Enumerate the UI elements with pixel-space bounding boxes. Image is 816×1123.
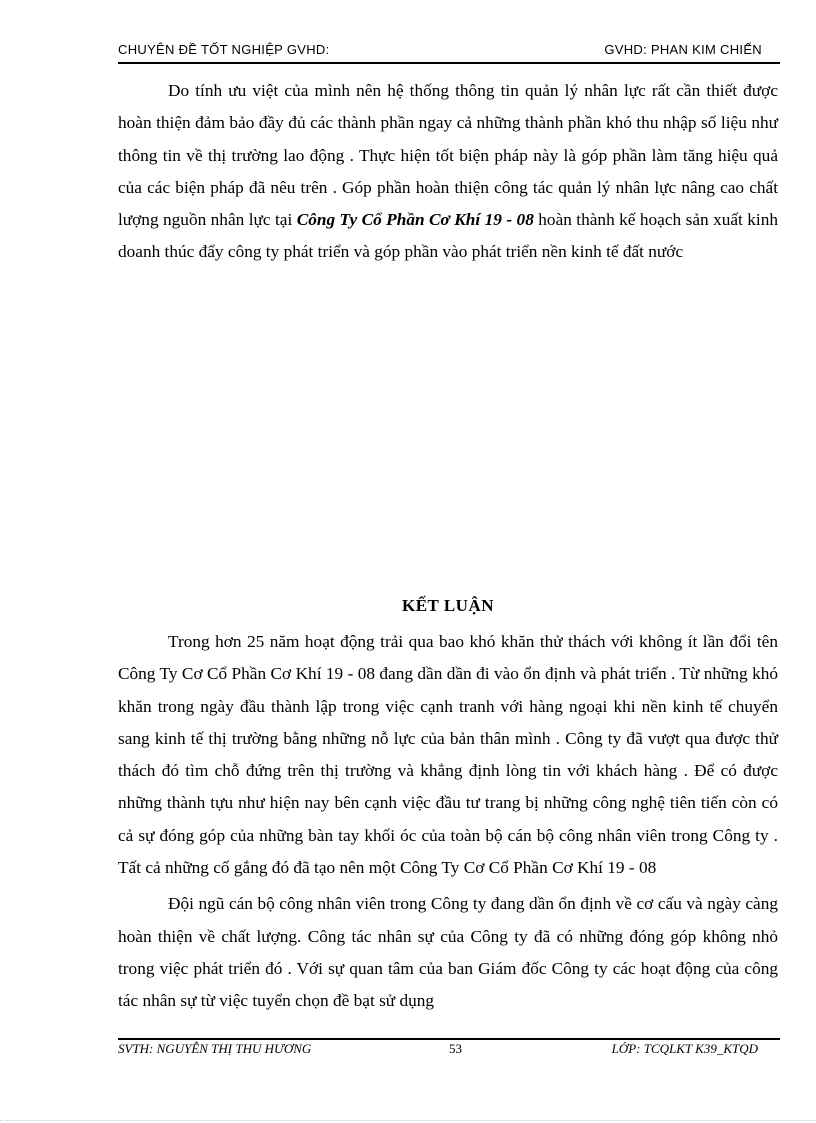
conclusion-heading: KẾT LUẬN <box>401 596 494 615</box>
intro-section <box>118 75 778 269</box>
company-name: Công Ty Cổ Phần Cơ Khí 19 - 08 <box>296 210 534 230</box>
page-bottom-border <box>0 1120 816 1121</box>
footer-student: SVTH: NGUYỄN THỊ THU HƯƠNG <box>118 1041 312 1056</box>
intro-paragraph <box>118 75 778 269</box>
page-footer <box>118 1041 780 1059</box>
intro-text-after: hoàn thành kế hoạch sản xuất kinh doanh thúc đẩy công ty phát triển và góp phần vào phát triển nền kinh tế đất nước <box>118 210 778 262</box>
footer-class-code: LỚP: TCQLKT K39_KTQD <box>611 1041 758 1056</box>
page-header <box>118 42 780 62</box>
conclusion-paragraph-2: Đội ngũ cán bộ công nhân viên trong Công ty đang dần ổn định về cơ cấu và ngày càng hoàn thiện về chất lượng. Công tác nhân sự của Công ty đã có những đóng góp không nhỏ trong việc phát triển đó . Với sự quan tâm của ban Giám đốc Công ty các hoạt động của công tác nhân sự từ việc tuyển chọn đề bạt sử dụng <box>118 894 778 1011</box>
page-number: 53 <box>449 1041 462 1056</box>
conclusion-section <box>118 626 778 1018</box>
intro-text-before: Do tính ưu việt của mình nên hệ thống thông tin quản lý nhân lực rất cần thiết được hoàn thiện đảm bảo đầy đủ các thành phần ngay cả những thành phần khó thu nhập số liệu như thông tin về thị trường lao động . Thực hiện tốt biện pháp này là góp phần làm tăng hiệu quả của các biện pháp đã nêu trên . Góp phần hoàn thiện công tác quản lý nhân lực nâng cao chất lượng nguồn nhân lực tại <box>118 81 778 230</box>
header-left-text: CHUYÊN ĐỀ TỐT NGHIỆP GVHD: <box>118 42 330 57</box>
conclusion-paragraph-1: Trong hơn 25 năm hoạt động trải qua bao khó khăn thử thách với không ít lần đổi tên Công Ty Cơ Cổ Phần Cơ Khí 19 - 08 đang dần dần đi vào ổn định và phát triển . Từ những khó khăn trong ngày đầu thành lập trong việc cạnh tranh với hàng ngoại khi nền kinh tế chuyển sang kinh tế thị trường bằng những nỗ lực của bản thân mình . Công ty đã vượt qua được thử thách đó tìm chỗ đứng trên thị trường và khẳng định lòng tin với khách hàng . Để có được những thành tựu như hiện nay bên cạnh việc đầu tư trang bị những công nghệ tiên tiến còn có cả sự đóng góp của những bàn tay khối óc của toàn bộ cán bộ công nhân viên trong Công ty . Tất cả những cố gắng đó đã tạo nên một Công Ty Cơ Cổ Phần Cơ Khí 19 - 08 <box>118 632 778 878</box>
header-rule <box>118 62 780 64</box>
footer-rule <box>118 1038 780 1040</box>
header-right-text: GVHD: PHAN KIM CHIẾN <box>604 42 762 57</box>
